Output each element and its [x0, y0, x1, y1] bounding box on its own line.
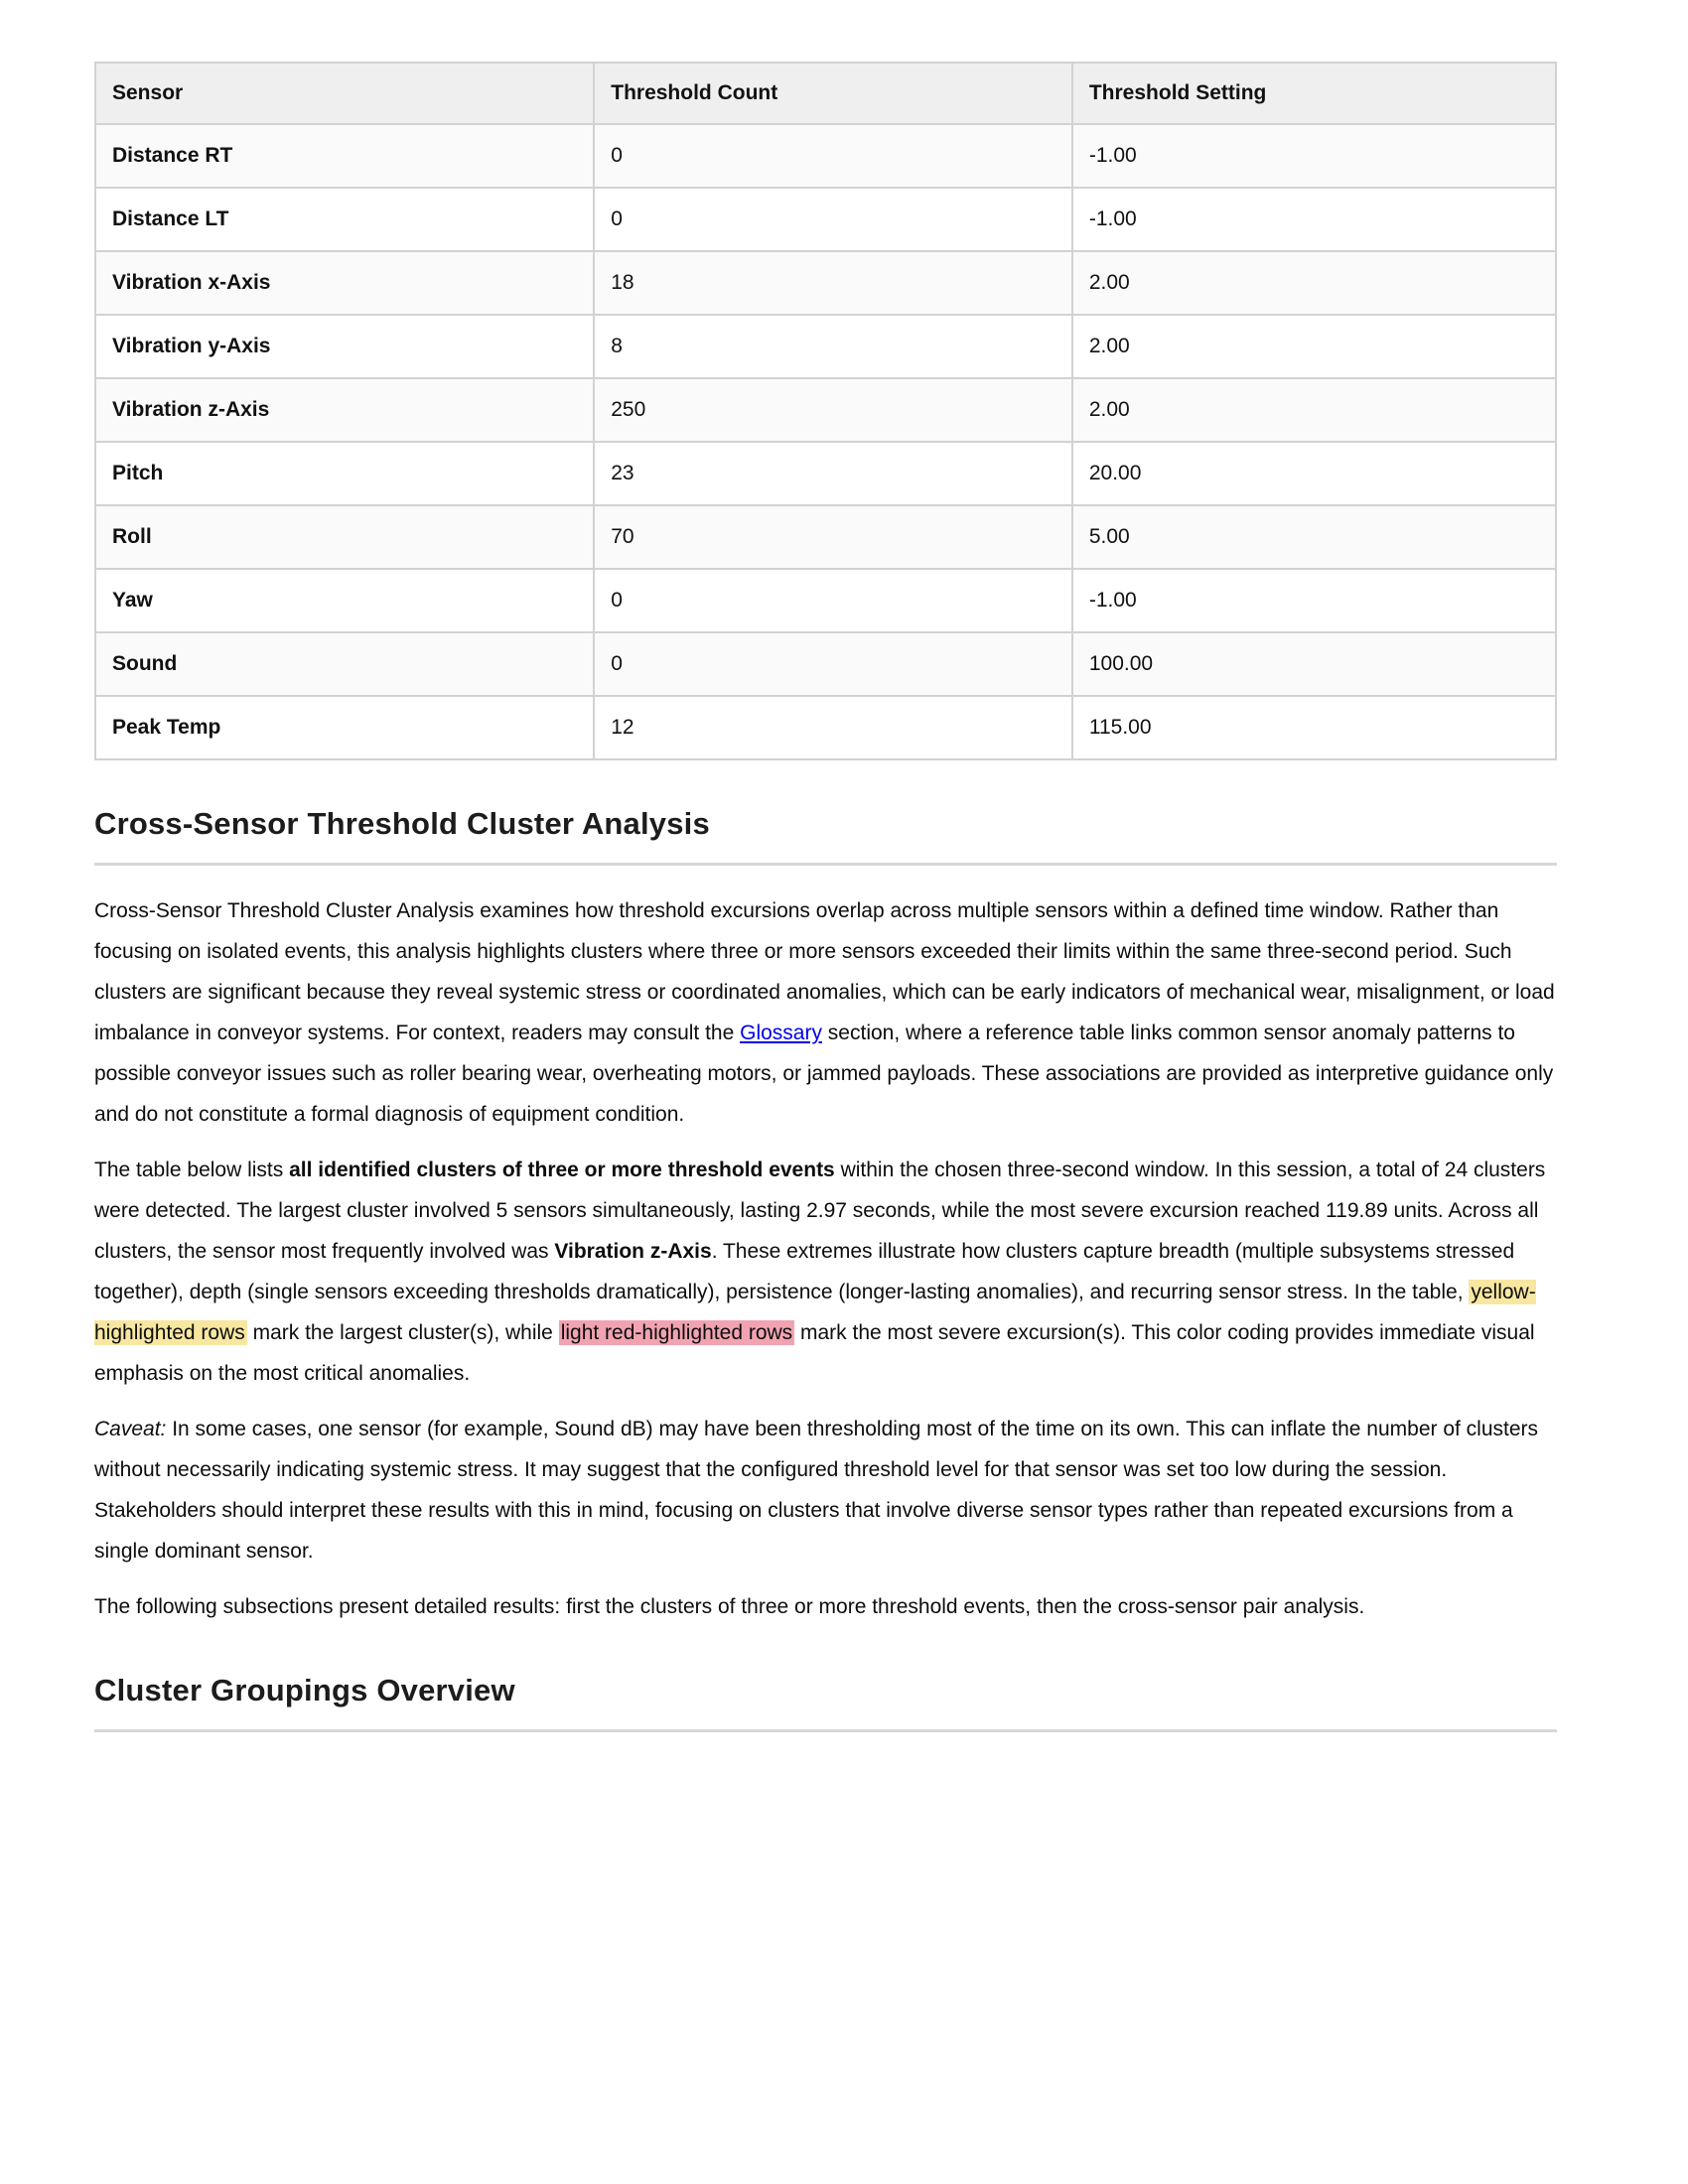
threshold-setting-cell: -1.00 [1072, 569, 1556, 632]
text-segment: within the chosen three-second window. In this session, a total of 24 clusters were detected. The largest cluster involved 5 sensors simultaneously, lasting 2.97 seconds, while the most severe excursion reached 119.89 units. Across all clusters, the sensor most frequently involved was [94, 1159, 1546, 1263]
threshold-count-cell: 0 [594, 188, 1072, 251]
sensor-name-cell: Distance LT [95, 188, 594, 251]
table-header-row [95, 63, 1556, 124]
table-row [95, 442, 1556, 505]
heading-rule [94, 863, 1557, 866]
sensor-name-cell: Yaw [95, 569, 594, 632]
threshold-setting-cell: 100.00 [1072, 632, 1556, 696]
sensor-threshold-table [94, 62, 1557, 760]
section-heading-cluster-groupings: Cluster Groupings Overview [94, 1673, 515, 1707]
paragraph-subsections [94, 1586, 1557, 1627]
threshold-count-cell: 23 [594, 442, 1072, 505]
threshold-count-cell: 12 [594, 696, 1072, 759]
table-body [95, 124, 1556, 759]
bold-text: Vibration z-Axis [554, 1240, 712, 1263]
sensor-name-cell: Pitch [95, 442, 594, 505]
threshold-count-cell: 18 [594, 251, 1072, 315]
text-segment: section, where a reference table links common sensor anomaly patterns to possible conveyor issues such as roller bearing wear, overheating motors, or jammed payloads. These associations are provided as interpretive guidance only and do not constitute a formal diagnosis of equipment condition. [94, 1022, 1554, 1126]
threshold-count-cell: 0 [594, 632, 1072, 696]
text-segment: Cross-Sensor Threshold Cluster Analysis examines how threshold excursions overlap across multiple sensors within a defined time window. Rather than focusing on isolated events, this analysis highlights clusters where three or more sensors exceeded their limits within the same three-second period. Such clusters are significant because they reveal systemic stress or coordinated anomalies, which can be early indicators of mechanical wear, misalignment, or load imbalance in conveyor systems. For context, readers may consult the [94, 899, 1555, 1044]
table-row [95, 569, 1556, 632]
text-segment: mark the most severe excursion(s). This color coding provides immediate visual emphasis on the most critical anomalies. [94, 1321, 1535, 1385]
paragraph-table-summary [94, 1150, 1557, 1394]
table-row [95, 315, 1556, 378]
table-row [95, 505, 1556, 569]
threshold-setting-cell: -1.00 [1072, 188, 1556, 251]
threshold-count-cell: 250 [594, 378, 1072, 442]
table-row [95, 251, 1556, 315]
header-cell-threshold-count: Threshold Count [594, 63, 1072, 124]
table-row [95, 124, 1556, 188]
threshold-count-cell: 70 [594, 505, 1072, 569]
table-row [95, 632, 1556, 696]
threshold-setting-cell: -1.00 [1072, 124, 1556, 188]
heading-rule [94, 1729, 1557, 1732]
section-heading-cluster-analysis: Cross-Sensor Threshold Cluster Analysis [94, 806, 710, 841]
sensor-name-cell: Vibration y-Axis [95, 315, 594, 378]
table-header [95, 63, 1556, 124]
sensor-name-cell: Vibration x-Axis [95, 251, 594, 315]
paragraph-caveat [94, 1409, 1557, 1571]
threshold-count-cell: 0 [594, 569, 1072, 632]
glossary-link[interactable]: Glossary [740, 1022, 822, 1044]
threshold-setting-cell: 2.00 [1072, 378, 1556, 442]
sensor-name-cell: Peak Temp [95, 696, 594, 759]
threshold-setting-cell: 5.00 [1072, 505, 1556, 569]
text-segment: . These extremes illustrate how clusters capture breadth (multiple subsystems stressed together), depth (single sensors exceeding thresholds dramatically), persistence (longer-lasting anomalies), and recurring sensor stress. In the table, [94, 1240, 1515, 1303]
paragraph-intro [94, 890, 1557, 1135]
header-cell-sensor: Sensor [95, 63, 594, 124]
italic-text: Caveat: [94, 1418, 167, 1440]
threshold-setting-cell: 115.00 [1072, 696, 1556, 759]
bold-text: all identified clusters of three or more threshold events [289, 1159, 835, 1181]
sensor-name-cell: Vibration z-Axis [95, 378, 594, 442]
text-segment: The following subsections present detailed results: first the clusters of three or more threshold events, then the cross-sensor pair analysis. [94, 1595, 1365, 1618]
threshold-count-cell: 8 [594, 315, 1072, 378]
table-row [95, 696, 1556, 759]
text-segment: mark the largest cluster(s), while [246, 1321, 559, 1344]
threshold-setting-cell: 20.00 [1072, 442, 1556, 505]
sensor-name-cell: Sound [95, 632, 594, 696]
red-highlight: light red-highlighted rows [560, 1321, 793, 1344]
table-row [95, 378, 1556, 442]
header-cell-threshold-setting: Threshold Setting [1072, 63, 1556, 124]
text-segment: In some cases, one sensor (for example, Sound dB) may have been thresholding most of the time on its own. This can inflate the number of clusters without necessarily indicating systemic stress. It may suggest that the configured threshold level for that sensor was set too low during the session. Stakeholders should interpret these results with this in mind, focusing on clusters that involve diverse sensor types rather than repeated excursions from a single dominant sensor. [94, 1418, 1539, 1563]
threshold-count-cell: 0 [594, 124, 1072, 188]
text-segment: The table below lists [94, 1159, 290, 1181]
sensor-name-cell: Roll [95, 505, 594, 569]
threshold-setting-cell: 2.00 [1072, 251, 1556, 315]
sensor-name-cell: Distance RT [95, 124, 594, 188]
table-row [95, 188, 1556, 251]
threshold-setting-cell: 2.00 [1072, 315, 1556, 378]
yellow-highlight: yellow-highlighted rows [94, 1281, 1536, 1344]
